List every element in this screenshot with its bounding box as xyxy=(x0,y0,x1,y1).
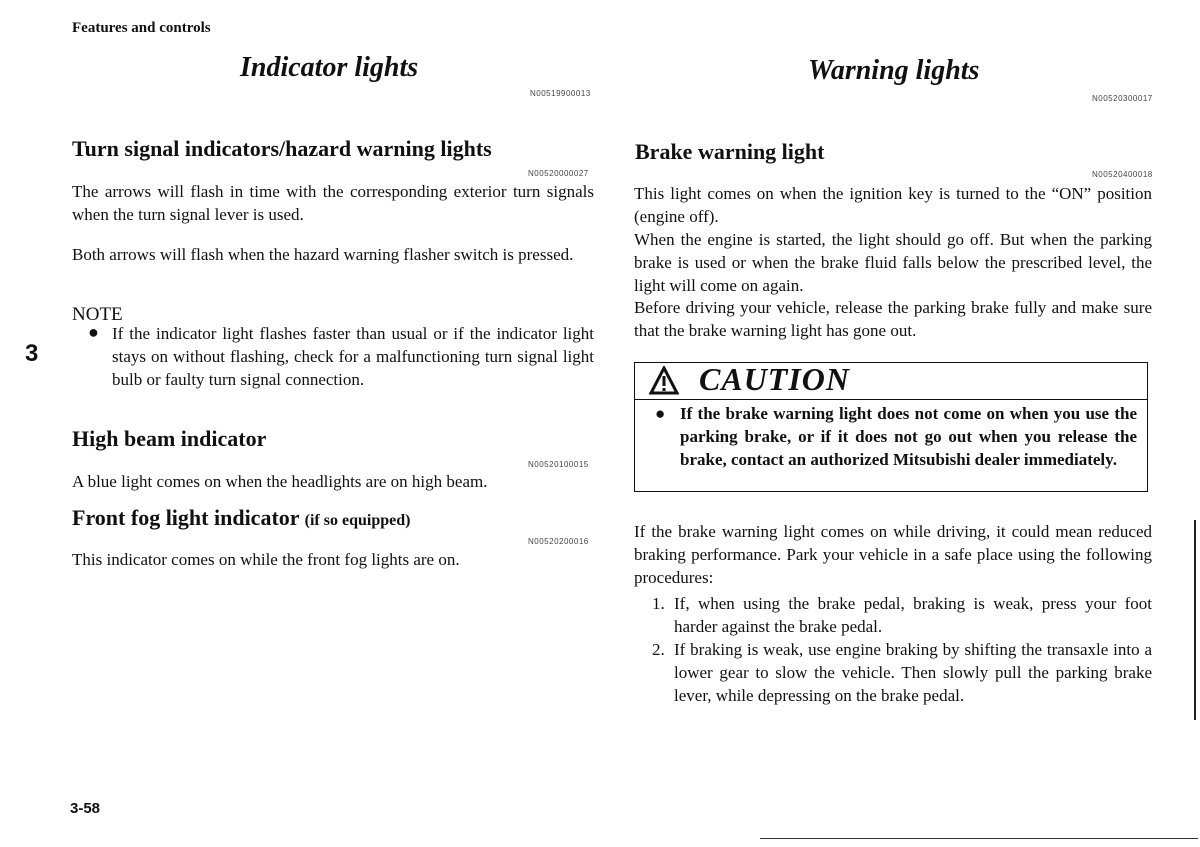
section-header: Features and controls xyxy=(72,20,211,36)
brake-para3: Before driving your vehicle, release the parking brake fully and make sure that the brake warning light has gone out. xyxy=(634,298,1152,340)
bullet-icon: ● xyxy=(88,322,99,342)
turn-signal-heading: Turn signal indicators/hazard warning lights xyxy=(72,136,492,161)
turn-signal-para2: Both arrows will flash when the hazard warning flasher switch is pressed. xyxy=(72,245,574,264)
step-2 xyxy=(652,638,1152,707)
note-label: NOTE xyxy=(72,304,123,325)
caution-text: If the brake warning light does not come on when you use the parking brake, or if it does not go out when you release the brake, contact an authorized Mitsubishi dealer immediately. xyxy=(680,404,1137,469)
turn-signal-code: N00520000027 xyxy=(528,169,589,178)
note-item xyxy=(88,322,594,391)
page-edge-line xyxy=(1194,520,1196,720)
caution-header xyxy=(635,363,1147,400)
caution-label: CAUTION xyxy=(699,361,851,397)
driving-intro: If the brake warning light comes on while driving, it could mean reduced braking performance. Park your vehicle in a safe place using the following procedures: xyxy=(634,522,1152,587)
indicator-lights-title: Indicator lights xyxy=(240,52,419,83)
turn-signal-para1: The arrows will flash in time with the corresponding exterior turn signals when the turn signal lever is used. xyxy=(72,182,594,224)
fog-heading-main: Front fog light indicator xyxy=(72,505,300,530)
fog-text: This indicator comes on while the front fog lights are on. xyxy=(72,550,460,569)
page-number: 3-58 xyxy=(70,800,101,817)
step-1-text: If, when using the brake pedal, braking is weak, press your foot harder against the brake pedal. xyxy=(674,594,1152,636)
fog-code: N00520200016 xyxy=(528,537,589,546)
caution-box xyxy=(634,362,1148,492)
fog-heading-small: (if so equipped) xyxy=(304,512,411,529)
step-1-number: 1. xyxy=(652,594,665,613)
warning-triangle-icon xyxy=(649,366,679,396)
note-text: If the indicator light flashes faster than usual or if the indicator light stays on without flashing, check for a malfunctioning turn signal light bulb or faulty turn signal connection. xyxy=(112,324,594,389)
chapter-tab: 3 xyxy=(25,340,39,367)
brake-para2: When the engine is started, the light should go off. But when the parking brake is used or when the brake fluid falls below the prescribed level, the light will come on again. xyxy=(634,230,1152,295)
brake-heading: Brake warning light xyxy=(635,139,825,164)
brake-code: N00520400018 xyxy=(1092,170,1153,179)
warning-lights-title: Warning lights xyxy=(808,55,980,86)
high-beam-heading: High beam indicator xyxy=(72,426,267,451)
high-beam-text: A blue light comes on when the headlights are on high beam. xyxy=(72,472,488,491)
indicator-lights-code: N00519900013 xyxy=(530,89,591,98)
brake-para1: This light comes on when the ignition key is turned to the “ON” position (engine off). xyxy=(634,184,1152,226)
step-1 xyxy=(652,592,1152,638)
high-beam-code: N00520100015 xyxy=(528,460,589,469)
bottom-edge-line xyxy=(760,838,1198,839)
bullet-icon: ● xyxy=(655,404,666,423)
fog-heading xyxy=(72,505,410,531)
caution-item xyxy=(635,400,1147,471)
step-2-text: If braking is weak, use engine braking by shifting the transaxle into a lower gear to slow the vehicle. Then slowly pull the parking brake lever, while depressing on the brake pedal. xyxy=(674,640,1152,705)
warning-lights-code: N00520300017 xyxy=(1092,94,1153,103)
step-2-number: 2. xyxy=(652,640,665,659)
